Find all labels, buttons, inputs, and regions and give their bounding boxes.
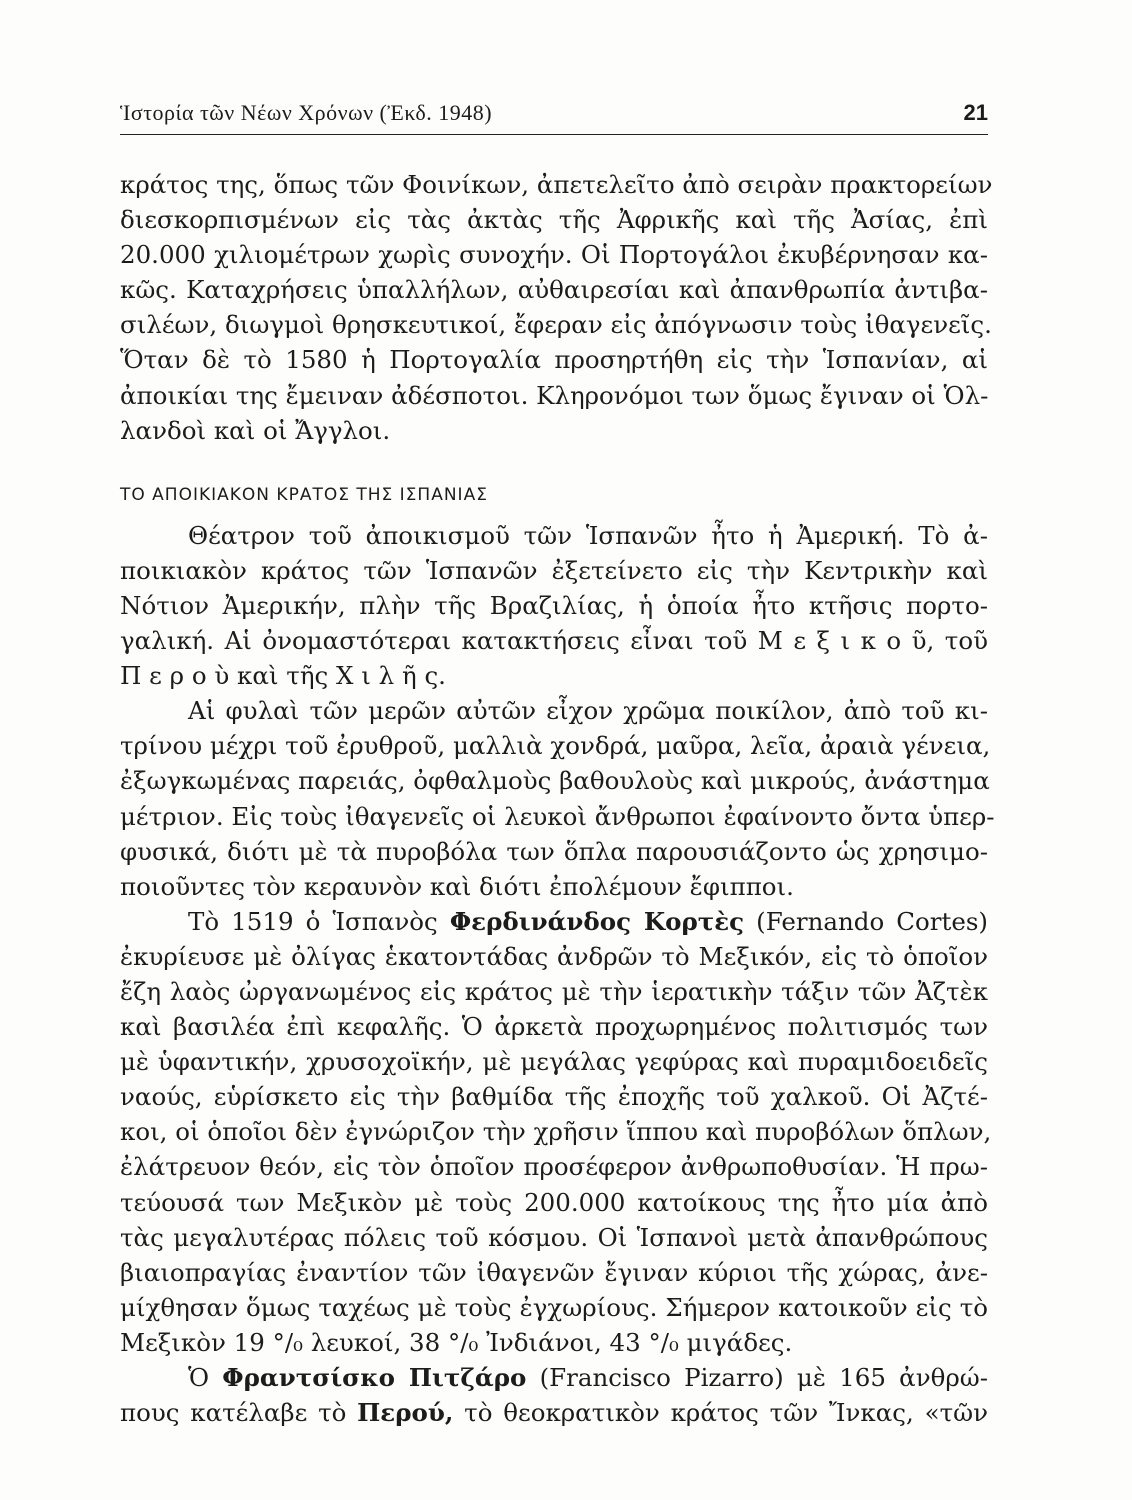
text-line: ἀποικίαι της ἔμειναν ἀδέσποτοι. Κληρονόμοι των ὅμως ἔγιναν οἱ Ὁλ- (120, 380, 989, 410)
text-run: πους κατέλαβε τὸ (120, 1398, 358, 1428)
paragraph-spanish-colonies (120, 518, 988, 693)
text-line: Νότιον Ἀμερικήν, πλὴν τῆς Βραζιλίας, ἡ ὁποία ἦτο κτῆσις πορτο- (120, 590, 988, 620)
text-line: γαλική. Αἱ ὀνομαστότεραι κατακτήσεις εἶναι τοῦ Μ ε ξ ι κ ο ῦ, τοῦ (120, 626, 988, 656)
text-line (120, 1395, 988, 1430)
page-number: 21 (963, 100, 988, 125)
text-line: φυσικά, διότι μὲ τὰ πυροβόλα των ὅπλα παρουσιάζοντο ὡς χρησιμο- (120, 836, 988, 866)
text-line: Π ε ρ ο ὺ καὶ τῆς Χ ι λ ῆ ς. (120, 661, 446, 691)
text-line: κῶς. Καταχρήσεις ὑπαλλήλων, αὐθαιρεσίαι καὶ ἀπανθρωπία ἀντιβα- (120, 275, 988, 305)
text-line: βιαιοπραγίας ἐναντίον τῶν ἰθαγενῶν ἔγιναν κύριοι τῆς χώρας, ἀνε- (120, 1257, 988, 1287)
text-line: τεύουσά των Μεξικὸν μὲ τοὺς 200.000 κατοίκους της ἦτο μία ἀπὸ (120, 1187, 988, 1217)
text-line: Θέατρον τοῦ ἀποικισμοῦ τῶν Ἱσπανῶν ἦτο ἡ Ἀμερική. Τὸ ἀ- (188, 520, 988, 550)
text-line: λανδοὶ καὶ οἱ Ἄγγλοι. (120, 415, 391, 445)
text-line: ποικιακὸν κράτος τῶν Ἱσπανῶν ἐξετείνετο εἰς τὴν Κεντρικὴν καὶ (120, 555, 988, 585)
text-line: μέτριον. Εἰς τοὺς ἰθαγενεῖς οἱ λευκοὶ ἄνθρωποι ἐφαίνοντο ὄντα ὑπερ- (120, 801, 995, 831)
text-run: Τὸ 1519 ὁ Ἱσπανὸς (188, 906, 450, 936)
paragraph-pizarro-peru (120, 1360, 988, 1430)
body-text (120, 167, 995, 1430)
text-line: Αἱ φυλαὶ τῶν μερῶν αὐτῶν εἶχον χρῶμα ποικίλον, ἀπὸ τοῦ κι- (188, 696, 988, 726)
text-line: ἐλάτρευον θεόν, εἰς τὸν ὁποῖον προσέφερον ἀνθρωποθυσίαν. Ἡ πρω- (120, 1152, 988, 1182)
text-line (120, 1360, 988, 1395)
text-line (120, 904, 988, 939)
text-run: τὸ θεοκρατικὸν κράτος τῶν Ἴνκας, «τῶν (453, 1398, 988, 1428)
text-line: τρίνου μέχρι τοῦ ἐρυθροῦ, μαλλιὰ χονδρά, μαῦρα, λεῖα, ἀραιὰ γένεια, (120, 731, 991, 761)
bold-name-pizarro: Φραντσίσκο Πιτζάρο (222, 1363, 527, 1392)
text-line: Μεξικὸν 19 °/₀ λευκοί, 38 °/₀ Ἰνδιάνοι, 43 °/₀ μιγάδες. (120, 1327, 793, 1357)
text-line: ἐκυρίευσε μὲ ὀλίγας ἑκατοντάδας ἀνδρῶν τὸ Μεξικόν, εἰς τὸ ὁποῖον (120, 941, 988, 971)
paragraph-portuguese-colonies (120, 167, 993, 448)
paragraph-native-tribes (120, 693, 995, 904)
text-line: ἔζη λαὸς ὠργανωμένος εἰς κράτος μὲ τὴν ἱερατικὴν τάξιν τῶν Ἀζτὲκ (120, 976, 988, 1006)
running-header (120, 100, 988, 135)
text-run: (Fernando Cortes) (744, 906, 988, 936)
text-line: Ὅταν δὲ τὸ 1580 ἡ Πορτογαλία προσηρτήθη εἰς τὴν Ἱσπανίαν, αἱ (120, 345, 988, 375)
text-run: Ὁ (188, 1363, 223, 1392)
text-line: καὶ βασιλέα ἐπὶ κεφαλῆς. Ὁ ἀρκετὰ προχωρημένος πολιτισμός των (120, 1012, 988, 1042)
text-line: διεσκορπισμένων εἰς τὰς ἀκτὰς τῆς Ἀφρικῆς καὶ τῆς Ἀσίας, ἐπὶ (120, 205, 988, 235)
book-title: Ἱστορία τῶν Νέων Χρόνων (Ἐκδ. 1948) (120, 100, 493, 125)
text-line: ναούς, εὑρίσκετο εἰς τὴν βαθμίδα τῆς ἐποχῆς τοῦ χαλκοῦ. Οἱ Ἀζτέ- (120, 1082, 988, 1112)
text-line: κοι, οἱ ὁποῖοι δὲν ἐγνώριζον τὴν χρῆσιν ἵππου καὶ πυροβόλων ὅπλων, (120, 1117, 992, 1147)
text-line: ποιοῦντες τὸν κεραυνὸν καὶ διότι ἐπολέμουν ἔφιπποι. (120, 871, 794, 901)
section-heading: ΤΟ ΑΠΟΙΚΙΑΚΟΝ ΚΡΑΤΟΣ ΤΗΣ ΙΣΠΑΝΙΑΣ (120, 484, 488, 505)
text-line: ἐξωγκωμένας παρειάς, ὀφθαλμοὺς βαθουλοὺς καὶ μικρούς, ἀνάστημα (120, 766, 990, 796)
text-run: (Francisco Pizarro) μὲ 165 ἀνθρώ- (526, 1363, 989, 1392)
text-line: μίχθησαν ὅμως ταχέως μὲ τοὺς ἐγχωρίους. Σήμερον κατοικοῦν εἰς τὸ (120, 1292, 988, 1322)
text-line: σιλέων, διωγμοὶ θρησκευτικοί, ἔφεραν εἰς ἀπόγνωσιν τοὺς ἰθαγενεῖς. (120, 310, 992, 340)
text-line: 20.000 χιλιομέτρων χωρὶς συνοχήν. Οἱ Πορτογάλοι ἐκυβέρνησαν κα- (120, 240, 988, 270)
text-line: μὲ ὑφαντικήν, χρυσοχοϊκήν, μὲ μεγάλας γεφύρας καὶ πυραμιδοειδεῖς (120, 1047, 988, 1077)
bold-name-cortes: Φερδινάνδος Κορτὲς (449, 906, 745, 936)
text-line: κράτος της, ὅπως τῶν Φοινίκων, ἀπετελεῖτο ἀπὸ σειρὰν πρακτορείων (120, 170, 993, 199)
paragraph-cortes-mexico (120, 904, 992, 1360)
bold-name-peru: Περού, (357, 1398, 454, 1428)
text-line: τὰς μεγαλυτέρας πόλεις τοῦ κόσμου. Οἱ Ἱσπανοὶ μετὰ ἀπανθρώπους (120, 1222, 988, 1252)
